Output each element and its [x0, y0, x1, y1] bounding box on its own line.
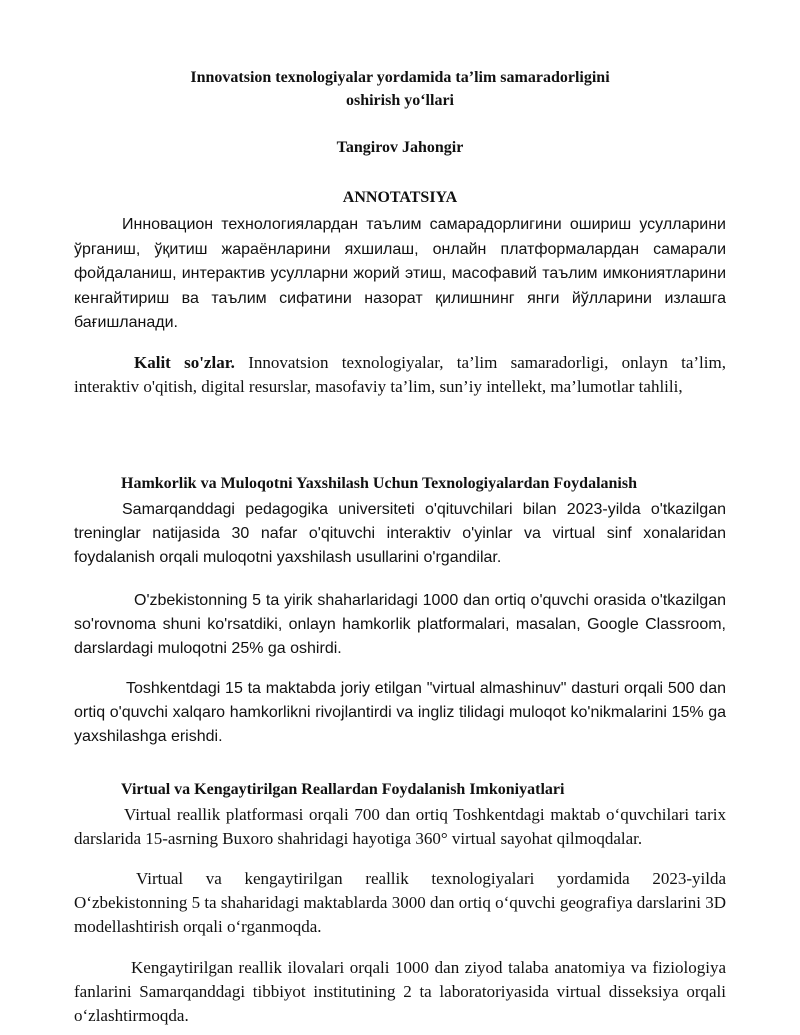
section-heading-virtual-reality: Virtual va Kengaytirilgan Reallardan Foydalanish Imkoniyatlari [121, 781, 565, 798]
annotation-heading: ANNOTATSIYA [342, 189, 458, 206]
section1-paragraph-1: Samarqanddagi pedagogika universiteti o'qituvchilari bilan 2023-yilda o'tkazilgan treninglar natijasida 30 nafar o'qituvchi interaktiv o'yinlar va virtual sinf xonalaridan foydalanish orqali muloqotni yaxshilash usullarini o'rgandilar. [74, 501, 726, 566]
section1-paragraph-3: Toshkentdagi 15 ta maktabda joriy etilgan "virtual almashinuv" dasturi orqali 500 dan ortiq o'quvchi xalqaro hamkorlikni rivojlantirdi va ingliz tilidagi muloqot ko'nikmalarini 15% ga yaxshilashga erishdi. [74, 680, 726, 745]
keywords-text: Innovatsion texnologiyalar, ta’lim samaradorligi, onlayn ta’lim, interaktiv o'qitish, digital resurslar, masofaviy ta’lim, sun’iy intellekt, ma’lumotlar tahlili, [74, 353, 726, 396]
annotation-text: Инновацион технологиялардан таълим самарадорлигини ошириш усулларини ўрганиш, ўқитиш жараёнларини яхшилаш, онлайн платформалардан самарали фойдаланиш, интерактив усулларни жорий этиш, масофавий таълим имкониятларини кенгайтириш ва таълим сифатини назорат қилишнинг янги йўлларини излашга бағишланади. [74, 216, 726, 331]
author-name: Tangirov Jahongir [336, 139, 464, 156]
keywords-label: Kalit so'zlar. [134, 353, 235, 372]
section-heading-collaboration: Hamkorlik va Muloqotni Yaxshilash Uchun Texnologiyalardan Foydalanish [121, 475, 637, 492]
document-title [0, 66, 800, 112]
section2-paragraph-1: Virtual reallik platformasi orqali 700 dan ortiq Toshkentdagi maktab o‘quvchilari tarix darslarida 15-asrning Buxoro shahridagi hayotiga 360° virtual sayohat qilmoqdalar. [74, 805, 726, 848]
keywords-paragraph [74, 351, 726, 399]
title-line-1: Innovatsion texnologiyalar yordamida ta’lim samaradorligini [190, 69, 610, 86]
section2-paragraph-3: Kengaytirilgan reallik ilovalari orqali 1000 dan ziyod talaba anatomiya va fiziologiya fanlarini Samarqanddagi tibbiyot institutining 2 ta laboratoriyasida virtual disseksiya orqali o‘zlashtirmoqda. [74, 958, 726, 1025]
section2-paragraph-2: Virtual va kengaytirilgan reallik texnologiyalari yordamida 2023-yilda O‘zbekistonning 5 ta shaharidagi maktablarda 3000 dan ortiq o‘quvchi geografiya darslarini 3D modellashtirish orqali o‘rganmoqda. [74, 869, 726, 936]
title-line-2: oshirish yo‘llari [345, 92, 454, 109]
section1-paragraph-2: O'zbekistonning 5 ta yirik shaharlaridagi 1000 dan ortiq o'quvchi orasida o'tkazilgan so'rovnoma shuni ko'rsatdiki, onlayn hamkorlik platformalari, masalan, Google Classroom, darslardagi muloqotni 25% ga oshirdi. [74, 592, 726, 657]
